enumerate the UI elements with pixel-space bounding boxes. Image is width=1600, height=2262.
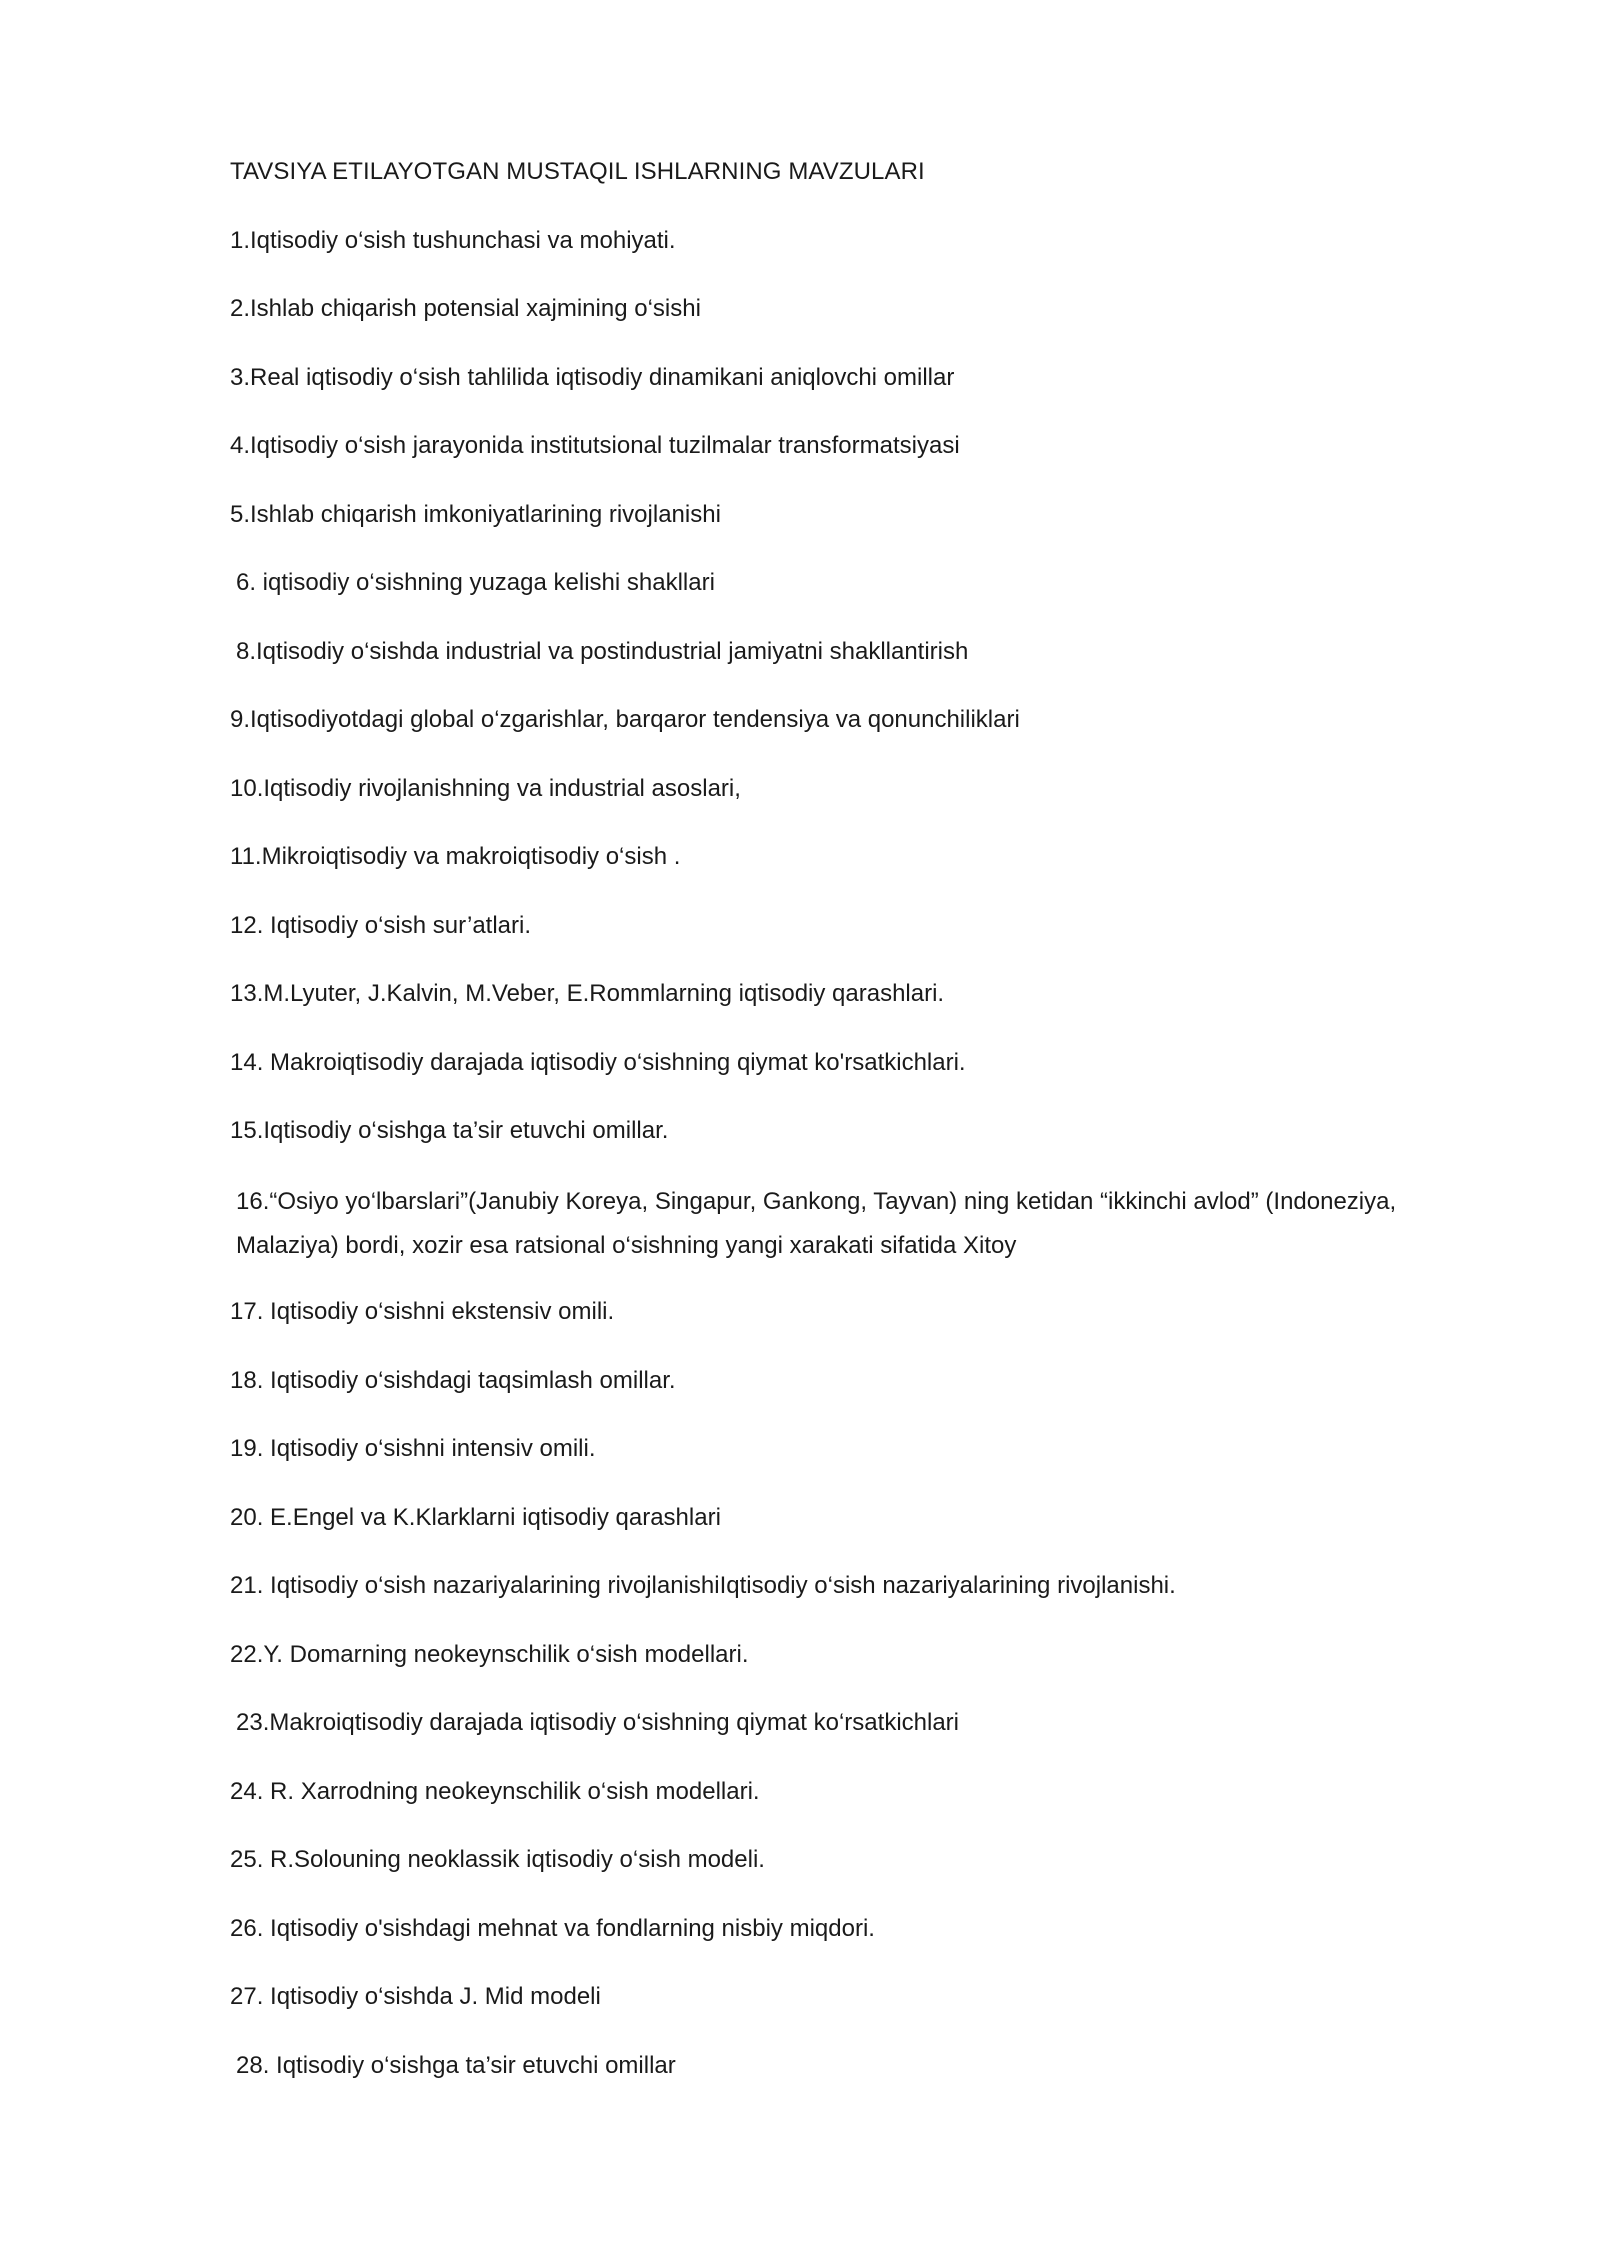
list-item: 28. Iqtisodiy o‘sishga ta’sir etuvchi omillar — [236, 2051, 676, 2079]
list-item: 21. Iqtisodiy o‘sish nazariyalarining rivojlanishiIqtisodiy o‘sish nazariyalarining rivojlanishi. — [230, 1572, 1176, 1599]
document-title: TAVSIYA ETILAYOTGAN MUSTAQIL ISHLARNING MAVZULARI — [230, 158, 925, 185]
list-item: 2.Ishlab chiqarish potensial xajmining o‘sishi — [230, 295, 701, 322]
list-item: 6. iqtisodiy o‘sishning yuzaga kelishi shakllari — [236, 569, 715, 596]
list-item: 26. Iqtisodiy o'sishdagi mehnat va fondlarning nisbiy miqdori. — [230, 1914, 875, 1942]
list-item: 3.Real iqtisodiy o‘sish tahlilida iqtisodiy dinamikani aniqlovchi omillar — [230, 363, 955, 391]
list-item: 27. Iqtisodiy o‘sishda J. Mid modeli — [230, 1983, 601, 2010]
list-item: 10.Iqtisodiy rivojlanishning va industrial asoslari, — [230, 774, 741, 802]
list-item: 22.Y. Domarning neokeynschilik o‘sish modellari. — [230, 1640, 749, 1668]
list-item: 9.Iqtisodiyotdagi global o‘zgarishlar, barqaror tendensiya va qonunchiliklari — [230, 706, 1020, 733]
list-item: 16.“Osiyo yo‘lbarslari”(Janubiy Koreya, Singapur, Gankong, Tayvan) ning ketidan “ikkinchi avlod” (Indoneziya, Malaziya) bordi, xozir esa ratsional o‘sishning yangi xarakati sifatida Xitoy — [236, 1187, 1397, 1259]
list-item: 13.M.Lyuter, J.Kalvin, M.Veber, E.Rommlarning iqtisodiy qarashlari. — [230, 980, 945, 1007]
list-item: 17. Iqtisodiy o‘sishni ekstensiv omili. — [230, 1298, 615, 1325]
list-item: 23.Makroiqtisodiy darajada iqtisodiy o‘sishning qiymat ko‘rsatkichlari — [236, 1709, 959, 1736]
list-item: 8.Iqtisodiy o‘sishda industrial va postindustrial jamiyatni shakllantirish — [236, 637, 969, 665]
list-item: 20. E.Engel va K.Klarklarni iqtisodiy qarashlari — [230, 1503, 721, 1531]
list-item: 15.Iqtisodiy o‘sishga ta’sir etuvchi omillar. — [230, 1117, 669, 1144]
list-item: 1.Iqtisodiy o‘sish tushunchasi va mohiyati. — [230, 226, 676, 254]
list-item: 5.Ishlab chiqarish imkoniyatlarining rivojlanishi — [230, 500, 721, 528]
list-item: 19. Iqtisodiy o‘sishni intensiv omili. — [230, 1435, 596, 1462]
list-item: 11.Mikroiqtisodiy va makroiqtisodiy o‘sish . — [230, 843, 681, 870]
document-body — [230, 152, 1410, 2114]
list-item: 14. Makroiqtisodiy darajada iqtisodiy o‘sishning qiymat ko'rsatkichlari. — [230, 1048, 966, 1076]
list-item: 25. R.Solouning neoklassik iqtisodiy o‘sish modeli. — [230, 1846, 765, 1873]
list-item: 4.Iqtisodiy o‘sish jarayonida institutsional tuzilmalar transformatsiyasi — [230, 432, 960, 459]
list-item: 24. R. Xarrodning neokeynschilik o‘sish modellari. — [230, 1777, 760, 1805]
list-item: 12. Iqtisodiy o‘sish sur’atlari. — [230, 911, 532, 939]
list-item: 18. Iqtisodiy o‘sishdagi taqsimlash omillar. — [230, 1366, 676, 1394]
